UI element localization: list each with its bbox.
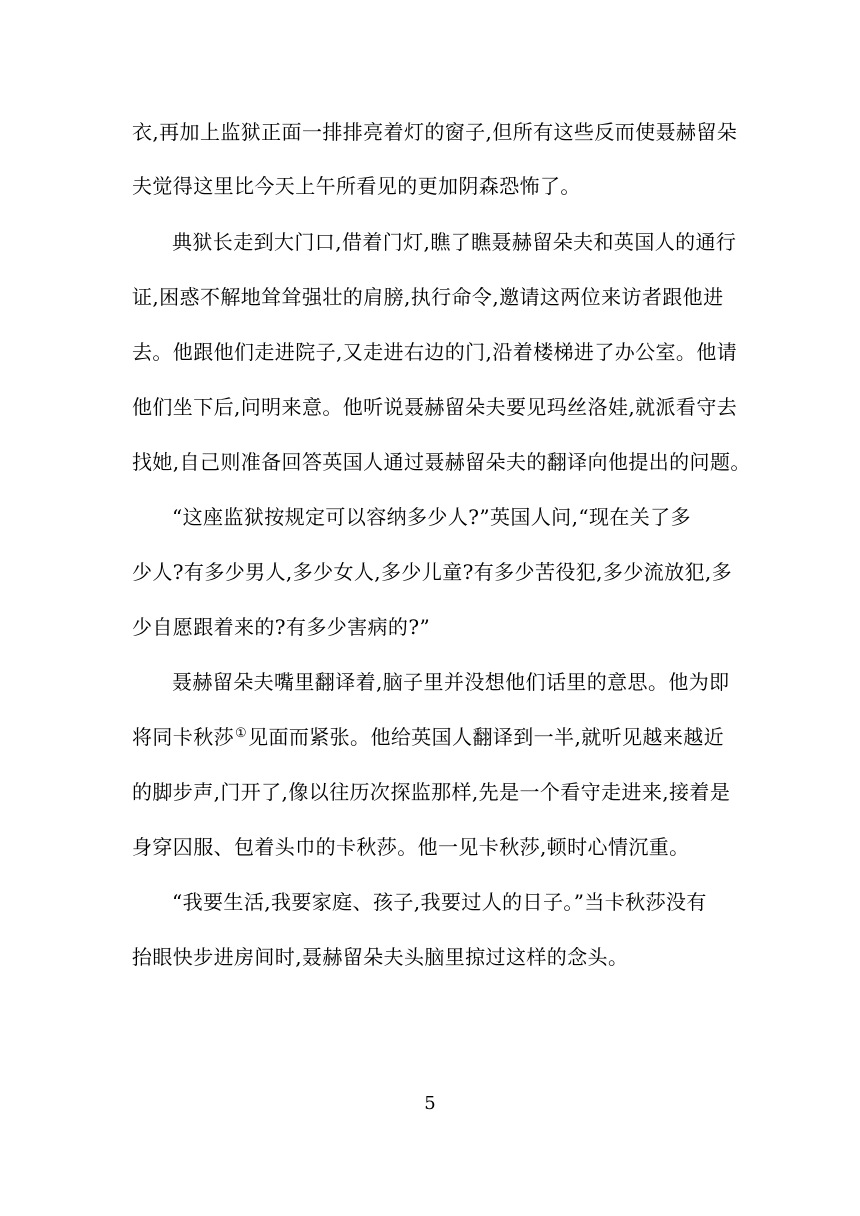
footnote-marker: ① [235,726,248,741]
text-line: 的脚步声,门开了,像以往历次探监那样,先是一个看守走进来,接着是 [132,780,731,804]
text-line [132,717,724,757]
text-line: 衣,再加上监狱正面一排排亮着灯的窗子,但所有这些反而使聂赫留朵 [132,120,738,144]
text-line: 少自愿跟着来的?有多少害病的?” [132,615,431,639]
paragraph-start-line: 典狱长走到大门口,借着门灯,瞧了瞧聂赫留朵夫和英国人的通行 [172,230,737,254]
text-line: 少人?有多少男人,多少女人,多少儿童?有多少苦役犯,多少流放犯,多 [132,560,733,584]
text-line: 去。他跟他们走进院子,又走进右边的门,沿着楼梯进了办公室。他请 [132,340,738,364]
paragraph-start-line: 聂赫留朵夫嘴里翻译着,脑子里并没想他们话里的意思。他为即 [172,670,730,694]
text-line: 身穿囚服、包着头巾的卡秋莎。他一见卡秋莎,顿时心情沉重。 [132,835,690,859]
text-segment: 将同卡秋莎 [132,725,234,749]
text-line: 夫觉得这里比今天上午所看见的更加阴森恐怖了。 [132,174,581,198]
text-line: 抬眼快步进房间时,聂赫留朵夫头脑里掠过这样的念头。 [132,945,629,969]
paragraph-start-line: “这座监狱按规定可以容纳多少人?”英国人问,“现在关了多 [172,505,691,529]
text-segment: 见面而紧张。他给英国人翻译到一半,就听见越来越近 [248,725,725,749]
text-line: 他们坐下后,问明来意。他听说聂赫留朵夫要见玛丝洛娃,就派看守去 [132,395,738,419]
text-line: 找她,自己则准备回答英国人通过聂赫留朵夫的翻译向他提出的问题。 [132,450,751,474]
page-number: 5 [424,1093,436,1114]
paragraph-start-line: “我要生活,我要家庭、孩子,我要过人的日子。”当卡秋莎没有 [172,890,707,914]
text-line: 证,困惑不解地耸耸强壮的肩膀,执行命令,邀请这两位来访者跟他进 [132,285,724,309]
